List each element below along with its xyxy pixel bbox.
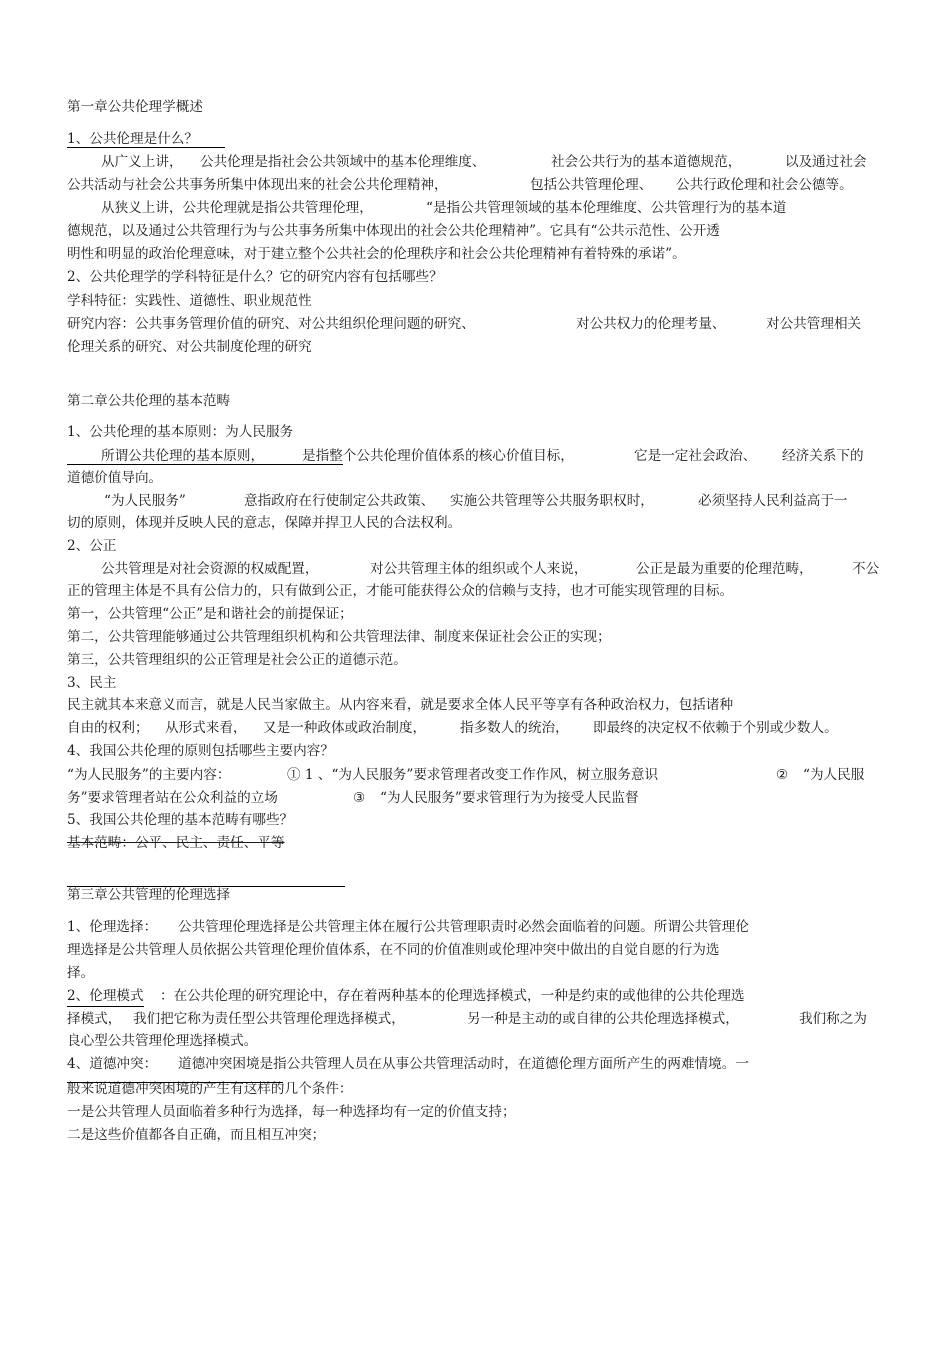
ch2-s5-answer: 基本范畴：公平、民主、责任、平等: [67, 835, 285, 851]
ch1-p1-seg: 包括公共管理伦理、: [530, 177, 653, 193]
research-line: 伦理关系的研究、对公共制度伦理的研究: [67, 339, 312, 355]
ch2-s3-seg: 自由的权利；: [67, 720, 149, 736]
ch2-s2-p-seg: 不公: [852, 561, 880, 577]
ch2-s3: 3、民主: [67, 675, 117, 691]
ch3-s4-seg: 道德冲突困境是指公共管理人员在从事公共管理活动时，在道德伦理方面所产生的两难情境。一: [178, 1056, 749, 1072]
ch1-p1-seg: 公共伦理是指社会公共领域中的基本伦理维度、: [200, 154, 486, 170]
ch3-s4-strike: [67, 1082, 283, 1083]
s1-underline: [67, 464, 343, 465]
ch2-s3-seg: 指多数人的统治，: [460, 720, 569, 736]
ch3-s1-line: 理选择是公共管理人员依据公共管理伦理价值体系，在不同的价值准则或伦理冲突中做出的自觉自愿的行为选: [67, 942, 720, 958]
ch3-s1-line: 择。: [67, 965, 95, 981]
ch3-s4-seg: 4、道德冲突：: [67, 1056, 158, 1072]
ch2-s5: 5、我国公共伦理的基本范畴有哪些？: [67, 812, 294, 828]
ch2-s4-seg: 务”要求管理者站在公众利益的立场: [67, 790, 278, 806]
subject-features: 学科特征：实践性、道德性、职业规范性: [67, 293, 312, 309]
ch1-p1-seg: 从广义上讲，: [101, 154, 183, 170]
ch1-p1-seg: 公共活动与社会公共事务所集中体现出来的社会公共伦理精神，: [67, 177, 448, 193]
ch2-s2-point: 第一，公共管理“公正”是和谐社会的前提保证；: [67, 606, 353, 622]
ch2-s1-p2-seg: 必须坚持人民利益高于一: [698, 493, 848, 509]
ch2-s4-seg: ②: [776, 767, 789, 783]
ch2-s2-p-seg: 公正是最为重要的伦理范畴，: [636, 561, 813, 577]
chapter2-title: 第二章公共伦理的基本范畴: [67, 393, 231, 409]
ch2-s4-seg: “为人民服务”要求管理行为为接受人民监督: [380, 790, 639, 806]
ch3-s2-line: 良心型公共管理伦理选择模式。: [67, 1033, 258, 1049]
ch2-s1-p2-seg: 实施公共管理等公共服务职权时，: [450, 493, 654, 509]
ch2-s4-seg: ③: [353, 790, 366, 806]
ch2-s2-point: 第三，公共管理组织的公正管理是社会公正的道德示范。: [67, 652, 407, 668]
ch2-s2-p-line: 正的管理主体是不具有公信力的，只有做到公正，才能可能获得公众的信赖与支持，也才可能实现管理的目标。: [67, 583, 734, 599]
research-seg: 研究内容：公共事务管理价值的研究、对公共组织伦理问题的研究、: [67, 316, 475, 332]
ch1-p2-seg: 从狭义上讲，公共伦理就是指公共管理伦理，: [101, 200, 373, 216]
ch1-p2-line: 明性和明显的政治伦理意味，对于建立整个公共社会的伦理秩序和社会公共伦理精神有着特殊的承诺”。: [67, 246, 686, 262]
ch2-s1-p1-seg: 是指整个公共伦理价值体系的核心价值目标，: [302, 448, 574, 464]
ch3-s2-seg: ：在公共伦理的研究理论中，存在着两种基本的伦理选择模式，一种是约束的或他律的公共伦理选: [160, 988, 745, 1004]
ch2-s1-p1-seg: 它是一定社会政治、: [634, 448, 757, 464]
ch2-s1-p1-line: 道德价值导向。: [67, 470, 163, 486]
chapter1-title: 第一章公共伦理学概述: [67, 99, 203, 115]
ch3-s4-line: 一是公共管理人员面临着多种行为选择，每一种选择均有一定的价值支持；: [67, 1104, 516, 1120]
ch2-s4: 4、我国公共伦理的原则包括哪些主要内容？: [67, 743, 334, 759]
ch2-s3-seg: 从形式来看，: [165, 720, 247, 736]
ch2-s4-seg: “为人民服务”的主要内容：: [67, 767, 231, 783]
ch3-s2-seg: 我们把它称为责任型公共管理伦理选择模式，: [133, 1011, 405, 1027]
ch3-s2-seg: 2、伦理模式: [67, 987, 144, 1007]
chapter1-q2: 2、公共伦理学的学科特征是什么？它的研究内容有包括哪些？: [67, 269, 443, 285]
ch2-s1-p1-seg: 所谓公共伦理的基本原则，: [101, 448, 265, 464]
ch2-s2: 2、公正: [67, 538, 117, 554]
ch2-s4-seg: ① 1 、“为人民服务”要求管理者改变工作作风，树立服务意识: [287, 767, 659, 783]
ch2-s1-p1-seg: 经济关系下的: [782, 448, 864, 464]
ch3-s2-seg: 另一种是主动的或自律的公共伦理选择模式，: [467, 1011, 739, 1027]
ch3-s1-seg: 1、伦理选择：: [67, 919, 158, 935]
ch1-p1-seg: 公共行政伦理和社会公德等。: [676, 177, 853, 193]
ch2-s3-line: 民主就其本来意义而言，就是人民当家做主。从内容来看，就是要求全体人民平等享有各种政治权力，包括诸种: [67, 697, 734, 713]
ch3-s1-seg: 公共管理伦理选择是公共管理主体在履行公共管理职责时必然会面临着的问题。所谓公共管理伦: [178, 919, 749, 935]
ch2-s1-p2-seg: “为人民服务”: [104, 493, 186, 509]
ch3-s2-seg: 择模式，: [67, 1011, 122, 1027]
ch2-s1-p2-line: 切的原则，体现并反映人民的意志，保障并捍卫人民的合法权利。: [67, 515, 462, 531]
ch1-p1-seg: 以及通过社会: [785, 154, 867, 170]
ch2-s4-seg: “为人民服: [803, 767, 865, 783]
ch3-s4-line: 二是这些价值都各自正确，而且相互冲突；: [67, 1127, 326, 1143]
research-seg: 对公共管理相关: [766, 316, 862, 332]
ch2-s2-p-seg: 对公共管理主体的组织或个人来说，: [370, 561, 588, 577]
q1-underline: [67, 147, 225, 148]
ch3-s2-seg: 我们称之为: [799, 1011, 867, 1027]
ch2-s1: 1、公共伦理的基本原则：为人民服务: [67, 424, 294, 440]
ch1-p2-seg: “是指公共管理领域的基本伦理维度、公共管理行为的基本道: [426, 200, 787, 216]
ch2-s2-point: 第二，公共管理能够通过公共管理组织机构和公共管理法律、制度来保证社会公正的实现；: [67, 629, 611, 645]
ch2-s1-p2-seg: 意指政府在行使制定公共政策、: [244, 493, 435, 509]
ch1-p1-seg: 社会公共行为的基本道德规范，: [551, 154, 742, 170]
chapter3-title-underline: [67, 886, 345, 887]
chapter3-title: 第三章公共管理的伦理选择: [67, 887, 231, 903]
ch3-s4-line: 般来说道德冲突困境的产生有这样的几个条件：: [67, 1081, 353, 1097]
ch1-p2-line: 德规范，以及通过公共管理行为与公共事务所集中体现出的社会公共伦理精神”。它具有“公共示范性、公开透: [67, 223, 720, 239]
chapter1-q1: 1、公共伦理是什么？: [67, 131, 198, 147]
ch2-s3-seg: 即最终的决定权不依赖于个别或少数人。: [593, 720, 838, 736]
research-seg: 对公共权力的伦理考量、: [576, 316, 726, 332]
ch2-s2-p-seg: 公共管理是对社会资源的权威配置，: [101, 561, 319, 577]
ch2-s3-seg: 又是一种政体或政治制度，: [263, 720, 427, 736]
